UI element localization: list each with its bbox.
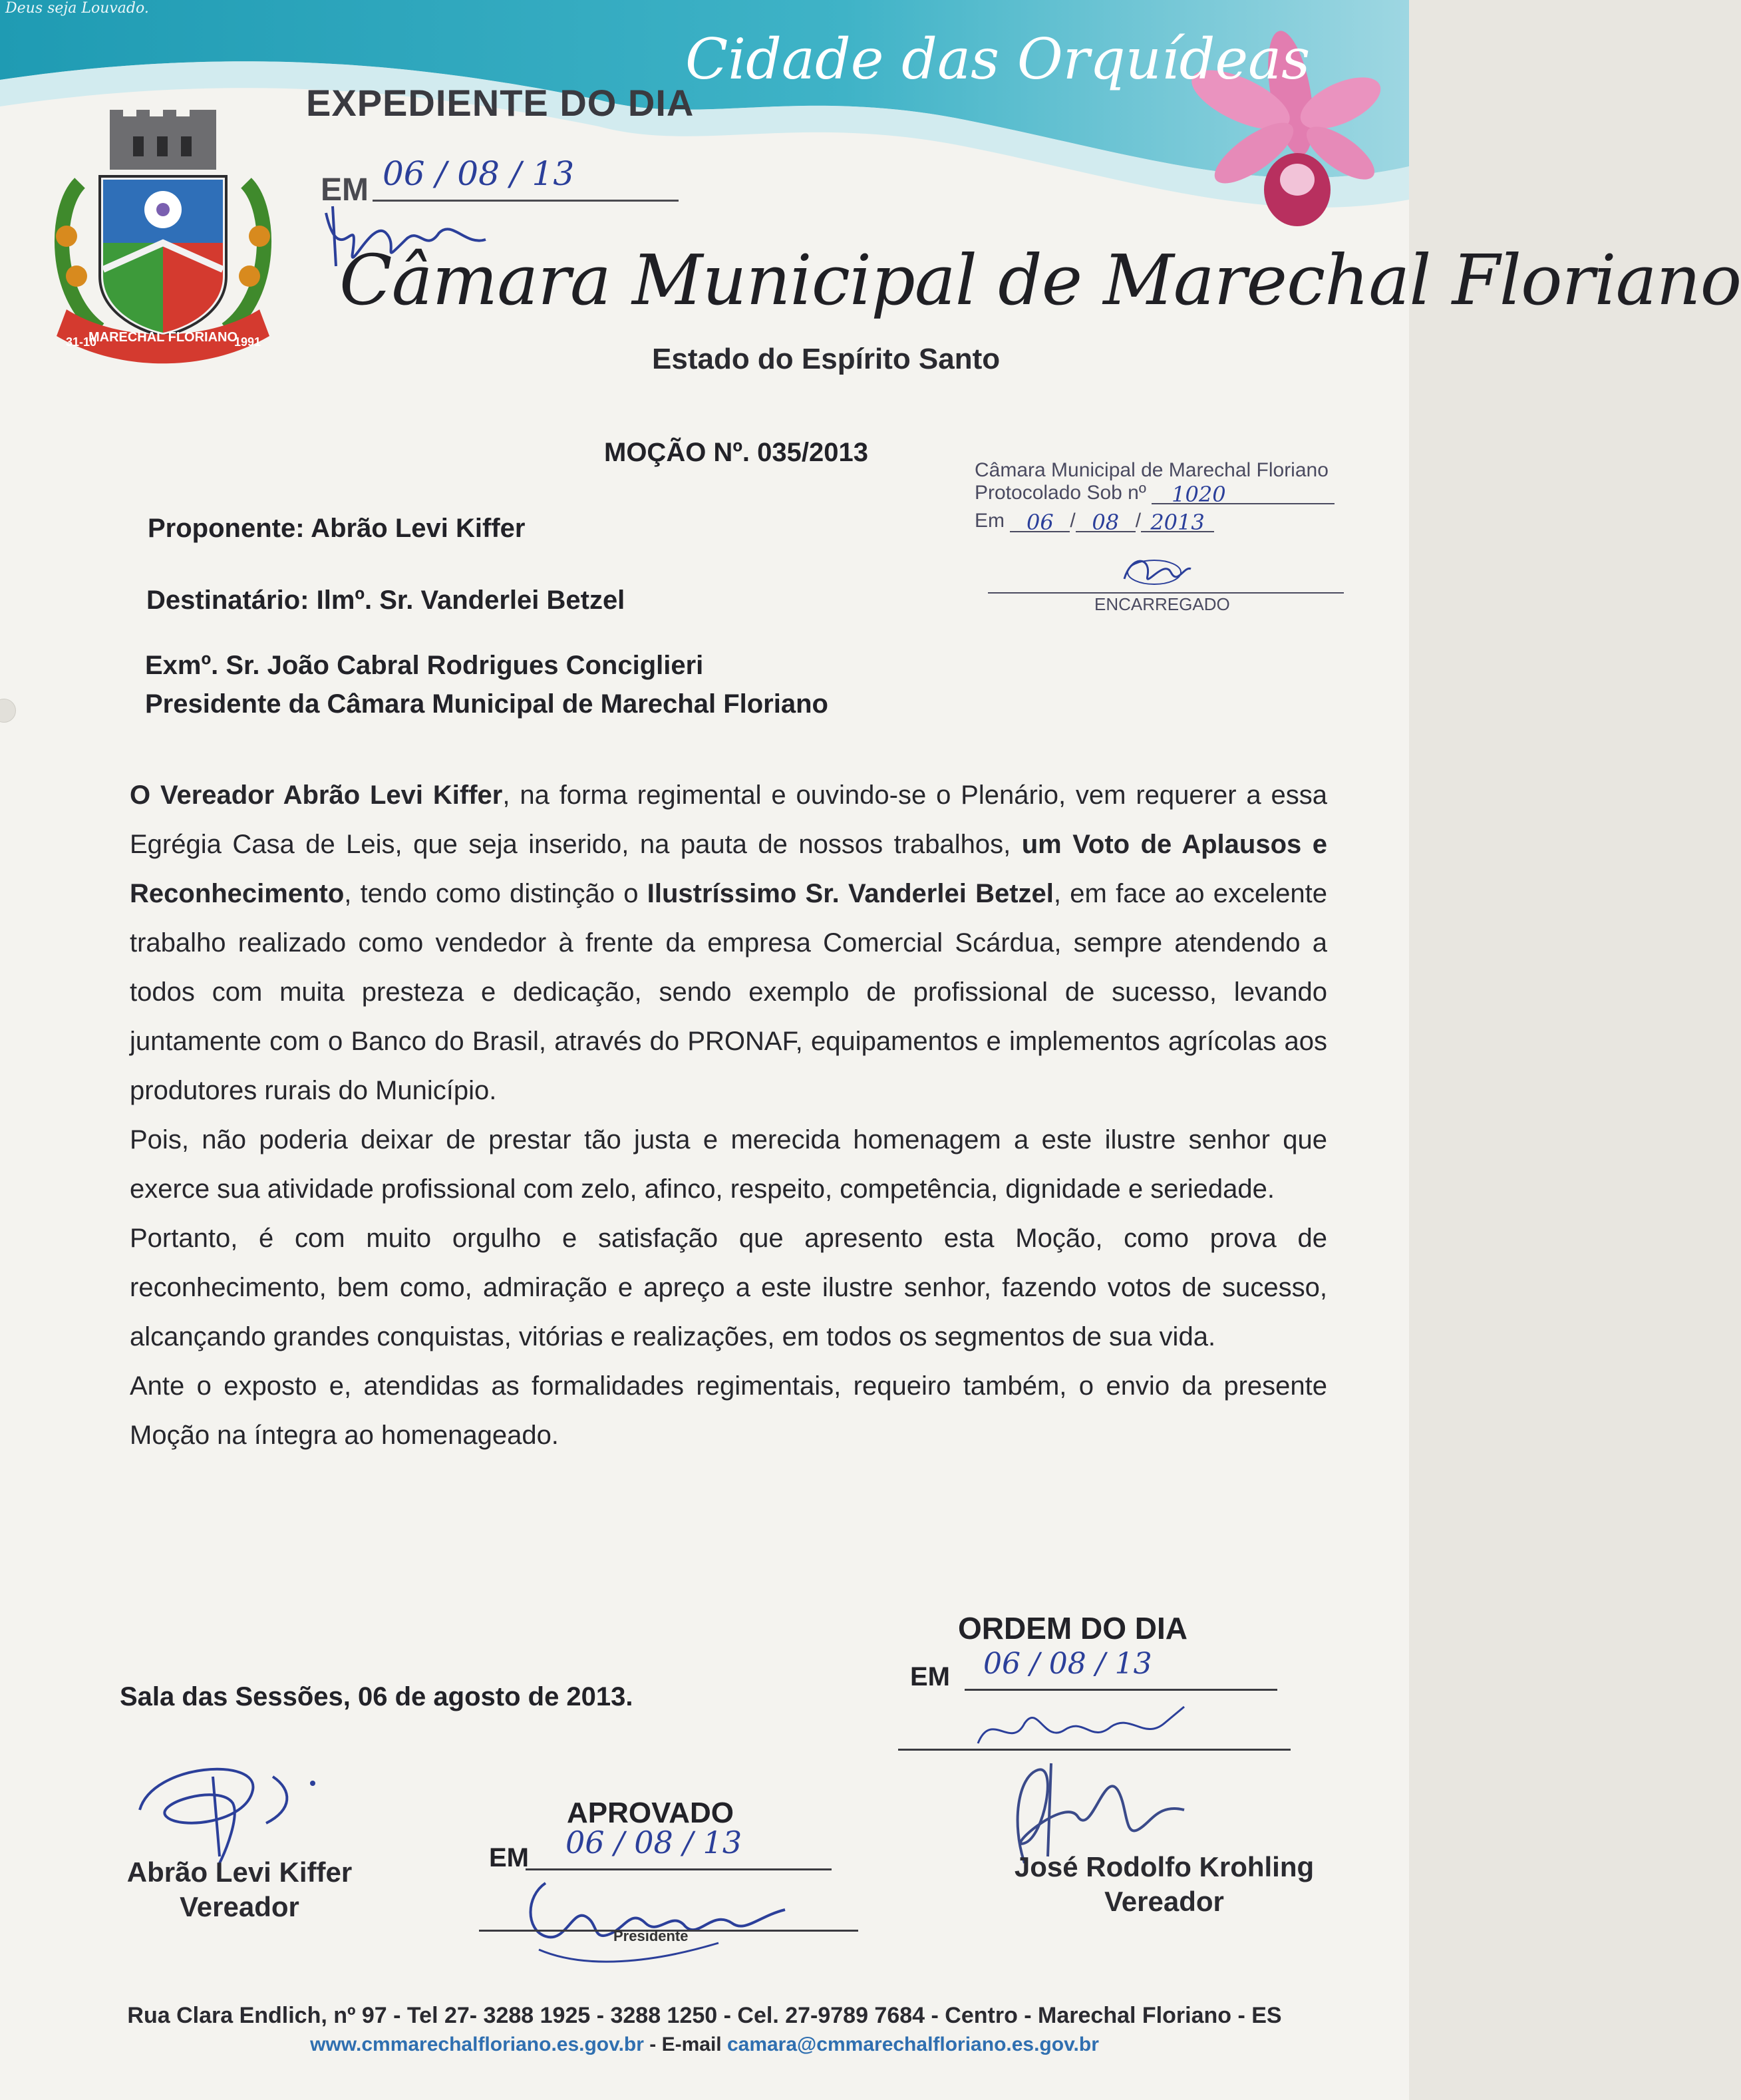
page-title: Câmara Municipal de Marechal Floriano [339,240,1741,321]
footer-email[interactable]: camara@cmmarechalfloriano.es.gov.br [726,2033,1099,2055]
ordem-em-label: EM [910,1662,950,1691]
stamp-protocol-number: 1020 [1172,482,1226,507]
body-paragraph-4: Ante o exposto e, atendidas as formalidades regimentais, requeiro também, o envio da presente Moção na íntegra ao homenageado. [130,1371,1327,1450]
stamp-institution: Câmara Municipal de Marechal Floriano [975,459,1329,481]
motion-body [130,771,1327,1460]
body-paragraph-2: Pois, não poderia deixar de prestar tão justa e merecida homenagem a este ilustre senhor que exerce sua atividade profissional com zelo, afinco, respeito, competência, dignidade e seriedade. [130,1125,1327,1204]
addressee-line-2: Presidente da Câmara Municipal de Marechal Floriano [145,689,828,719]
state-subtitle: Estado do Espírito Santo [652,343,1001,375]
footer-website[interactable]: www.cmmarechalfloriano.es.gov.br [310,2033,644,2055]
expediente-em-label: EM [321,172,369,208]
footer-address: Rua Clara Endlich, nº 97 - Tel 27- 3288 1925 - 3288 1250 - Cel. 27-9789 7684 - Centro - Marechal Floriano - ES [127,2003,1282,2028]
signatory-jose [978,1850,1350,1919]
proponent: Proponente: Abrão Levi Kiffer [148,514,526,543]
footer-contact [0,2033,1409,2056]
stamp-date-year: 2013 [1150,510,1205,535]
top-motto: Deus seja Louvado. [5,0,149,17]
city-slogan: Cidade das Orquídeas [685,27,1311,92]
municipal-crest [40,110,286,383]
body-text: , em face ao excelente trabalho realizado como vendedor à frente da empresa Comercial Scárdua, sempre atendendo a todos com muita presteza e dedicação, sendo exemplo de profissional de sucesso, levando juntamente com o Banco do Brasil, através do PRONAF, equipamentos e implementos agrícolas aos produtores rurais do Município. [130,879,1327,1105]
stamp-em-label: Em [975,510,1005,532]
presidente-label: Presidente [613,1928,689,1944]
footer-email-label: - E-mail [643,2033,727,2055]
stamp-date-month: 08 [1092,510,1120,535]
body-bold-honoree: Ilustríssimo Sr. Vanderlei Betzel [647,879,1054,908]
stamp-signature [1118,552,1197,592]
ordem-date: 06 / 08 / 13 [983,1647,1152,1681]
stamp-responsible-label: ENCARREGADO [1094,594,1230,614]
addressee-line-1: Exmº. Sr. João Cabral Rodrigues Conciglieri [145,651,704,680]
session-date: Sala das Sessões, 06 de agosto de 2013. [120,1682,633,1711]
abrao-signature [126,1750,339,1870]
aprovado-em-label: EM [489,1843,529,1872]
expediente-label: EXPEDIENTE DO DIA [306,82,695,124]
motion-number: MOÇÃO Nº. 035/2013 [604,438,868,467]
crest-year-left: 31-10 [65,335,97,349]
ordem-signature-line [898,1749,1291,1751]
signatory-name: José Rodolfo Krohling [1014,1851,1315,1882]
president-signature [519,1870,798,1970]
stamp-date-day: 06 [1026,510,1054,535]
ordem-date-line [965,1689,1277,1691]
signatory-role: Vereador [180,1891,299,1922]
crest-year-right: 1991 [234,335,261,349]
ordem-do-dia-label: ORDEM DO DIA [958,1611,1187,1646]
stamp-protocol-label: Protocolado Sob nº [975,482,1146,504]
crest-ribbon-text: MARECHAL FLORIANO [88,330,238,345]
aprovado-date: 06 / 08 / 13 [565,1825,742,1860]
body-bold-author: O Vereador Abrão Levi Kiffer [130,781,503,810]
signatory-name: Abrão Levi Kiffer [126,1856,353,1888]
expediente-date: 06 / 08 / 13 [383,154,575,193]
body-paragraph-1 [130,771,1327,1115]
body-text: , na forma regimental e ouvindo-se o Plenário, vem requerer a essa Egrégia Casa de Leis, que seja inserido, na pauta de nossos trabalhos, [130,781,1327,859]
recipient: Destinatário: Ilmº. Sr. Vanderlei Betzel [146,586,625,615]
stamp-signature-line [988,592,1344,594]
body-bold-vote: um Voto de Aplausos e Reconhecimento [130,830,1327,908]
body-text: , tendo como distinção o [344,879,647,908]
punch-hole [0,699,16,723]
signatory-abrao [100,1855,379,1924]
body-paragraph-3: Portanto, é com muito orgulho e satisfação que apresento esta Moção, como prova de reconhecimento, bem como, admiração e apreço a este ilustre senhor, fazendo votos de sucesso, alcançando grandes conquistas, vitórias e realizações, em todos os segmentos de sua vida. [130,1224,1327,1351]
aprovado-label: APROVADO [567,1797,734,1829]
protocol-stamp: Câmara Municipal de Marechal Floriano Protocolado Sob nº 1020 Em 06 / 08 / 2013 [975,459,1335,532]
signatory-role: Vereador [1104,1886,1224,1917]
